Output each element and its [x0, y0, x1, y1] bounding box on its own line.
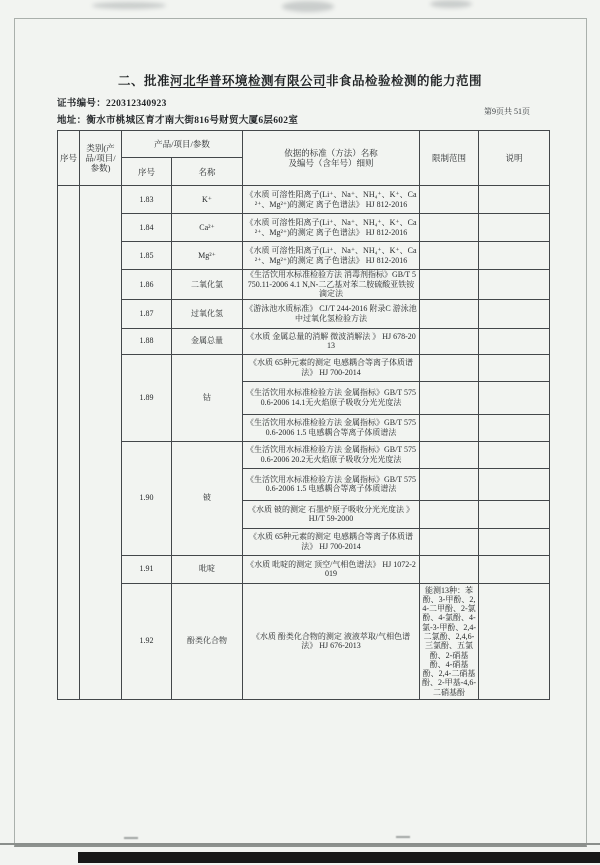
limit-cell — [420, 328, 479, 354]
standard-cell: 《生活饮用水标准检验方法 金属指标》GB/T 5750.6-2006 1.5 电感耦合等离子体质谱法 — [243, 468, 420, 500]
col-header-category: 类别(产品/项目/参数) — [80, 131, 122, 186]
item-name-cell: Ca²⁺ — [172, 214, 243, 242]
limit-cell — [420, 214, 479, 242]
item-no-cell: 1.83 — [122, 186, 172, 214]
table-row — [58, 328, 550, 354]
note-cell — [479, 354, 550, 381]
item-name-cell: 吡啶 — [172, 555, 243, 583]
item-no-cell: 1.85 — [122, 242, 172, 270]
col-header-seq: 序号 — [58, 131, 80, 186]
standard-cell: 《水质 65种元素的测定 电感耦合等离子体质谱法》 HJ 700-2014 — [243, 354, 420, 381]
standard-cell: 《水质 铍的测定 石墨炉原子吸收分光光度法 》 HJ/T 59-2000 — [243, 500, 420, 528]
table-row — [58, 555, 550, 583]
certificate-number-line — [57, 95, 167, 109]
limit-cell — [420, 381, 479, 414]
limit-cell — [420, 242, 479, 270]
item-name-cell: K⁺ — [172, 186, 243, 214]
standard-header-line1: 依据的标准（方法）名称 — [284, 148, 378, 158]
limit-cell — [420, 270, 479, 300]
item-no-cell: 1.91 — [122, 555, 172, 583]
limit-cell — [420, 354, 479, 381]
table-row — [58, 270, 550, 300]
note-cell — [479, 328, 550, 354]
item-no-cell: 1.90 — [122, 441, 172, 555]
table-row — [58, 242, 550, 270]
standard-header-line2: 及编号（含年号）细则 — [288, 158, 374, 168]
standard-cell: 《水质 酚类化合物的测定 液液萃取/气相色谱法》 HJ 676-2013 — [243, 583, 420, 699]
seq-column-cell — [58, 186, 80, 700]
standard-cell: 《生活饮用水标准检验方法 消毒剂指标》GB/T 5750.11-2006 4.1 N,N-二乙基对苯二胺硫酸亚铁铵滴定法 — [243, 270, 420, 300]
note-cell — [479, 528, 550, 555]
standard-cell: 《水质 金属总量的消解 微波消解法 》 HJ 678-2013 — [243, 328, 420, 354]
scan-smudge — [282, 1, 334, 12]
table-row — [58, 214, 550, 242]
capability-table — [57, 130, 550, 700]
table-row — [58, 441, 550, 468]
item-name-cell: 铍 — [172, 441, 243, 555]
item-no-cell: 1.88 — [122, 328, 172, 354]
limit-cell — [420, 299, 479, 328]
note-cell — [479, 299, 550, 328]
limit-cell — [420, 500, 479, 528]
limit-cell — [420, 468, 479, 500]
note-cell — [479, 468, 550, 500]
address-label: 地址： — [57, 116, 87, 126]
item-no-cell: 1.87 — [122, 299, 172, 328]
scan-smudge — [92, 2, 166, 9]
scan-smudge — [430, 0, 472, 8]
scan-mark — [124, 837, 138, 839]
note-cell — [479, 242, 550, 270]
col-header-limit: 限制范围 — [420, 131, 479, 186]
table-row — [58, 186, 550, 214]
title-suffix: 非食品检验检测的能力范围 — [326, 74, 483, 88]
note-cell — [479, 214, 550, 242]
item-name-cell: Mg²⁺ — [172, 242, 243, 270]
note-cell — [479, 500, 550, 528]
address-line — [57, 112, 298, 126]
category-column-cell — [80, 186, 122, 700]
item-name-cell: 过氧化氢 — [172, 299, 243, 328]
col-header-note: 说明 — [479, 131, 550, 186]
note-cell — [479, 583, 550, 699]
item-name-cell: 二氧化氯 — [172, 270, 243, 300]
note-cell — [479, 555, 550, 583]
note-cell — [479, 381, 550, 414]
note-cell — [479, 414, 550, 441]
table-header-row-1 — [58, 131, 550, 158]
col-header-product-name: 名称 — [172, 158, 243, 186]
note-cell — [479, 186, 550, 214]
limit-cell — [420, 555, 479, 583]
standard-cell: 《生活饮用水标准检验方法 金属指标》GB/T 5750.6-2006 1.5 电感耦合等离子体质谱法 — [243, 414, 420, 441]
page-indicator: 第9页共 51页 — [484, 107, 530, 116]
standard-cell: 《水质 65种元素的测定 电感耦合等离子体质谱法》 HJ 700-2014 — [243, 528, 420, 555]
item-no-cell: 1.86 — [122, 270, 172, 300]
certificate-number-value: 220312340923 — [106, 99, 167, 109]
item-no-cell: 1.92 — [122, 583, 172, 699]
standard-cell: 《生活饮用水标准检验方法 金属指标》GB/T 5750.6-2006 20.2无火焰原子吸收分光光度法 — [243, 441, 420, 468]
title-company-name: 河北华普环境检测有限公司 — [169, 74, 326, 88]
item-no-cell: 1.89 — [122, 354, 172, 441]
item-no-cell: 1.84 — [122, 214, 172, 242]
page-title — [0, 71, 600, 89]
limit-cell: 能测13种：苯酚、3-甲酚、2,4-二甲酚、2-氯酚、4-氯酚、4-氯-3-甲酚、2,4-二氯酚、2,4,6-三氯酚、五氯酚、2-硝基酚、4-硝基酚、2,4-二硝基酚、2-甲基-4,6-二硝基酚 — [420, 583, 479, 699]
certificate-number-label: 证书编号： — [57, 99, 107, 109]
standard-cell: 《水质 可溶性阳离子(Li⁺、Na⁺、NH₄⁺、K⁺、Ca²⁺、Mg²⁺)的测定 离子色谱法》 HJ 812-2016 — [243, 214, 420, 242]
address-value: 衡水市桃城区育才南大街816号财贸大厦6层602室 — [86, 116, 299, 126]
scan-mark — [396, 836, 410, 838]
limit-cell — [420, 441, 479, 468]
standard-cell: 《水质 可溶性阳离子(Li⁺、Na⁺、NH₄⁺、K⁺、Ca²⁺、Mg²⁺)的测定 离子色谱法》 HJ 812-2016 — [243, 242, 420, 270]
limit-cell — [420, 528, 479, 555]
scan-black-band — [78, 852, 600, 863]
page-bottom-edge — [0, 843, 600, 845]
note-cell — [479, 441, 550, 468]
col-header-product-seq: 序号 — [122, 158, 172, 186]
standard-cell: 《水质 可溶性阳离子(Li⁺、Na⁺、NH₄⁺、K⁺、Ca²⁺、Mg²⁺)的测定 离子色谱法》 HJ 812-2016 — [243, 186, 420, 214]
title-prefix: 二、批准 — [117, 74, 170, 88]
table-row — [58, 299, 550, 328]
limit-cell — [420, 186, 479, 214]
col-header-product-group: 产品/项目/参数 — [122, 131, 243, 158]
standard-cell: 《生活饮用水标准检验方法 金属指标》GB/T 5750.6-2006 14.1无火焰原子吸收分光光度法 — [243, 381, 420, 414]
table-row — [58, 354, 550, 381]
note-cell — [479, 270, 550, 300]
standard-cell: 《游泳池水质标准》 CJ/T 244-2016 附录C 游泳池中过氧化氢检验方法 — [243, 299, 420, 328]
table-row — [58, 583, 550, 699]
item-name-cell: 金属总量 — [172, 328, 243, 354]
limit-cell — [420, 414, 479, 441]
standard-cell: 《水质 吡啶的测定 顶空/气相色谱法》 HJ 1072-2019 — [243, 555, 420, 583]
item-name-cell: 钴 — [172, 354, 243, 441]
item-name-cell: 酚类化合物 — [172, 583, 243, 699]
col-header-standard — [243, 131, 420, 186]
